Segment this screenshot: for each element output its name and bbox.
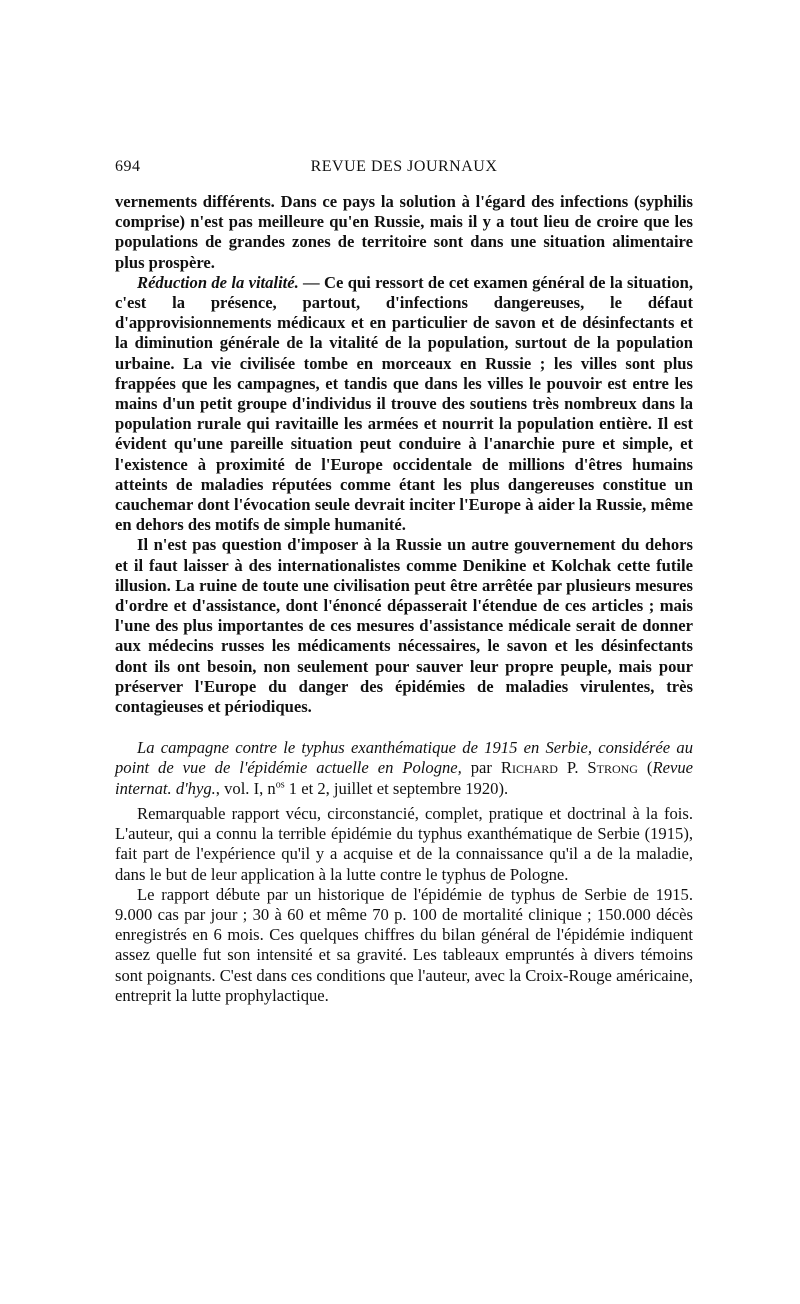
running-head (115, 158, 693, 180)
citation-volume: , vol. I, n (215, 778, 276, 798)
citation-title: La campagne contre le typhus exanthématique de 1915 en Serbie, considérée au point de vue de l'épidémie actuelle en Pologne, (115, 738, 693, 778)
citation-by: par (461, 758, 501, 778)
section-gap (115, 717, 693, 738)
citation-nos-superscript: os (275, 779, 285, 791)
citation-author: Richard P. Strong (500, 758, 638, 778)
paragraph-historique: Le rapport débute par un historique de l'épidémie de typhus de Serbie de 1915. 9.000 cas par jour ; 30 à 60 et même 70 p. 100 de mortalité clinique ; 150.000 décès enregistrés en 6 mois. Ces quelques chiffres du bilan général de l'épidémie indiquent assez quelle fut son intensité et sa gravité. Les tableaux empruntés à divers témoins sont poignants. C'est dans ces conditions que l'auteur, avec la Croix-Rouge américaine, entreprit la lutte prophylactique. (115, 884, 693, 1005)
page-number: 694 (115, 158, 141, 175)
citation-open: ( (637, 758, 653, 778)
paragraph-reduction-vitalite (115, 273, 693, 536)
article-citation (115, 738, 693, 799)
running-title: REVUE DES JOURNAUX (310, 158, 498, 175)
journal-page (115, 158, 693, 1006)
section-heading-reduction: Réduction de la vitalité. — (137, 272, 320, 292)
paragraph-gouvernement: Il n'est pas question d'imposer à la Russie un autre gouvernement du dehors et il faut laisser à des internationalistes comme Denikine et Kolchak cette futile illusion. La ruine de toute une civilisation peut être arrêtée par plusieurs mesures d'ordre et d'assistance, dont l'énoncé dépasserait l'étendue de ces articles ; mais l'une des plus importantes de ces mesures d'assistance médicale serait de donner aux médecins russes les médicaments nécessaires, le savon et les désinfectants dont ils ont besoin, non seulement pour sauver leur propre peuple, mais pour préserver l'Europe du danger des épidémies de maladies virulentes, très contagieuses et périodiques. (115, 535, 693, 717)
citation-date: 1 et 2, juillet et septembre 1920). (284, 778, 509, 798)
paragraph-continuation: vernements différents. Dans ce pays la solution à l'égard des infections (syphilis comprise) n'est pas meilleure qu'en Russie, mais il y a tout lieu de croire que les populations de grandes zones de territoire sont dans une situation alimentaire plus prospère. (115, 192, 693, 272)
paragraph-reduction-text: Ce qui ressort de cet examen général de la situation, c'est la présence, partout, d'infections dangereuses, le défaut d'approvisionnements médicaux et en particulier de savon et de désinfectants et la diminution générale de la vitalité de la population, surtout de la population urbaine. La vie civilisée tombe en morceaux en Russie ; les villes sont plus frappées que les campagnes, et tandis que dans les villes le pouvoir est entre les mains d'un petit groupe d'individus il trouve des soutiens très nombreux dans la population rurale qui ravitaille les armées et nourrit la population entière. Il est évident qu'une pareille situation peut conduire à l'anarchie pure et simple, et l'existence à proximité de l'Europe occidentale de millions d'êtres humains atteints de maladies réputées comme étant les plus dangereuses constitue un cauchemar dont l'évocation seule devrait inciter l'Europe à aider la Russie, même en dehors des motifs de simple humanité. (115, 272, 693, 535)
paragraph-remarquable-rapport: Remarquable rapport vécu, circonstancié, complet, pratique et doctrinal à la fois. L'auteur, qui a connu la terrible épidémie du typhus exanthématique de Serbie (1915), fait part de l'expérience qu'il y a acquise et de la connaissance qu'il a de la maladie, dans le but de leur application à la lutte contre le typhus de Pologne. (115, 803, 693, 884)
citation-journal: Revue internat. d'hyg. (115, 758, 693, 798)
